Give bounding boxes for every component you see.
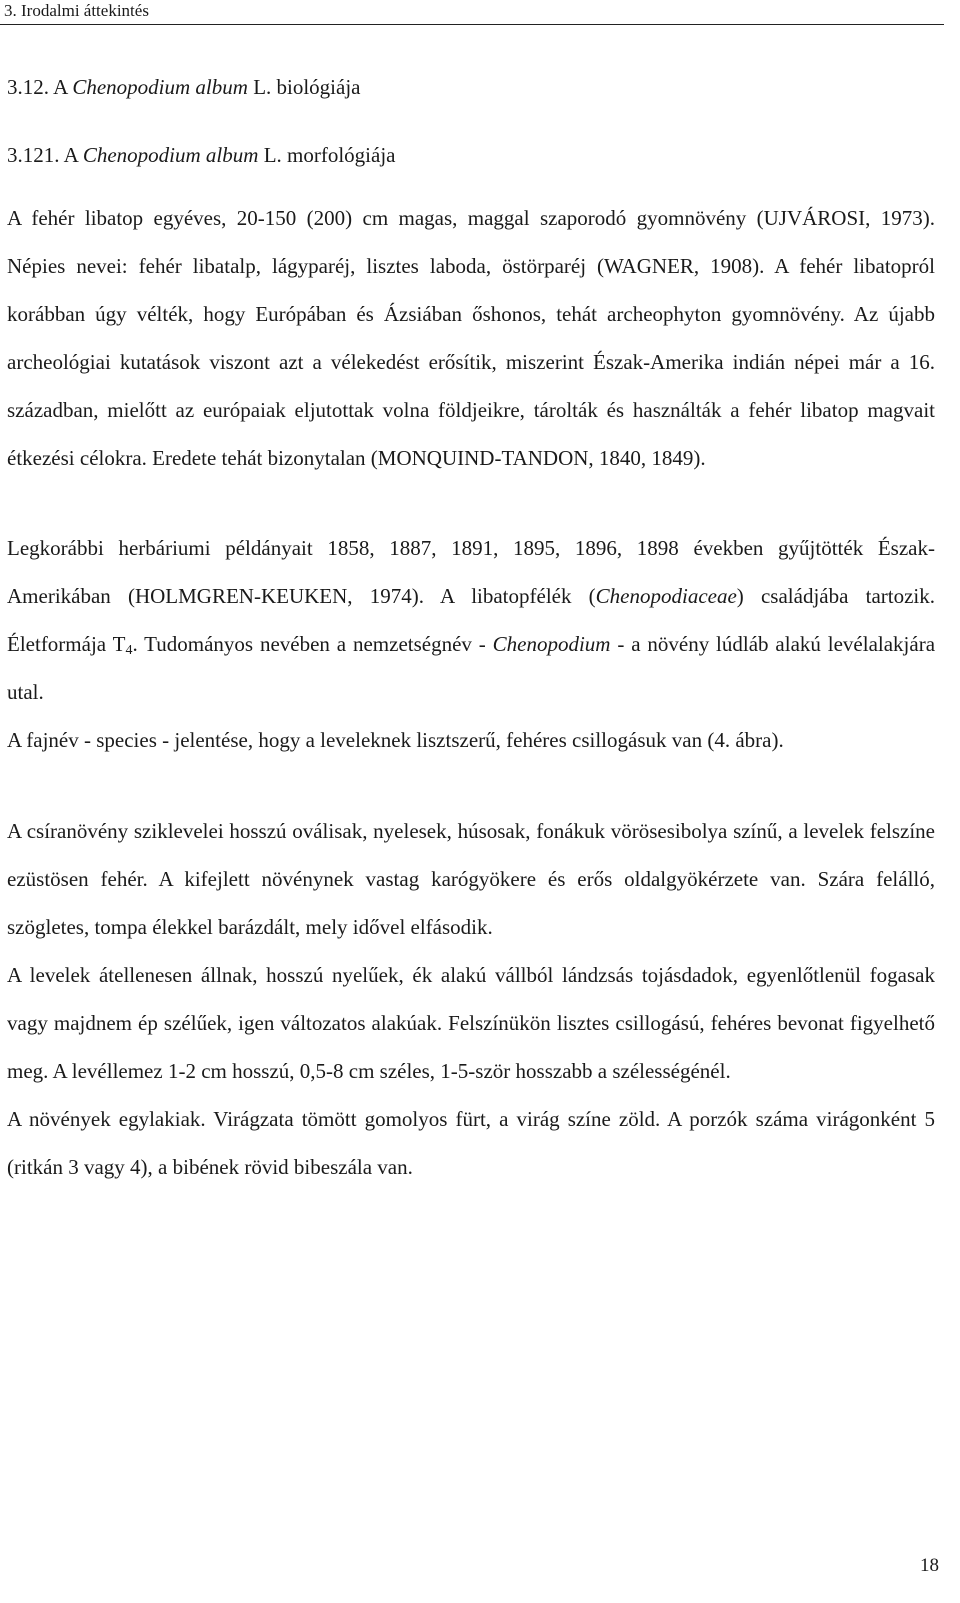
section-number: 3.12. bbox=[7, 75, 49, 99]
genus-name: Chenopodium bbox=[492, 632, 611, 656]
section-title-pre: A bbox=[53, 75, 68, 99]
paragraph-seedling: A csíranövény sziklevelei hosszú oválisak, nyelesek, húsosak, fonákuk vörösesibolya színű, a levelek felszíne ezüstösen fehér. A kifejlett növénynek vastag karógyökere és erős oldalgyökérzete van. Szára felálló, szögletes, tompa élekkel barázdált, mely idővel elfásodik. bbox=[7, 819, 935, 939]
paragraph-flowers: A növények egylakiak. Virágzata tömött gomolyos fürt, a virág színe zöld. A porzók száma virágonként 5 (ritkán 3 vagy 4), a bibének rövid bibeszála van. bbox=[7, 1107, 935, 1179]
subsection-title-species: Chenopodium album bbox=[82, 143, 259, 167]
family-name: Chenopodiaceae bbox=[595, 584, 737, 608]
page-number: 18 bbox=[920, 1555, 939, 1576]
subsection-number: 3.121. bbox=[7, 143, 60, 167]
paragraph-species-name: A fajnév - species - jelentése, hogy a leveleknek lisztszerű, fehéres csillogásuk van (4. ábra). bbox=[7, 728, 784, 752]
document-body bbox=[7, 63, 935, 1191]
paragraph-herbarium: Legkorábbi herbáriumi példányait 1858, 1887, 1891, 1895, 1896, 1898 években gyűjtötték Észak-Amerikában (HOLMGREN-KEUKEN, 1974). A libatopfélék (Chenopodiaceae) családjába tartozik. Életformája $T_4$. Tudományos nevében a nemzetségnév - Chenopodium - a növény lúdláb alakú levélalakjára utal. bbox=[7, 536, 936, 704]
section-heading bbox=[7, 63, 935, 111]
subsection-heading bbox=[7, 131, 935, 179]
header-rule bbox=[0, 24, 944, 25]
paragraph-origin: A fehér libatop egyéves, 20-150 (200) cm magas, maggal szaporodó gyomnövény (UJVÁROSI, 1973). Népies nevei: fehér libatalp, lágyparéj, lisztes laboda, östörparéj (WAGNER, 1908). A fehér libatopról korábban úgy vélték, hogy Európában és Ázsiában őshonos, tehát archeophyton gyomnövény. Az újabb archeológiai kutatások viszont azt a vélekedést erősítik, miszerint Észak-Amerika indián népei már a 16. században, mielőtt az európaiak eljutottak volna földjeikre, tárolták és használták a fehér libatop magvait étkezési célokra. Eredete tehát bizonytalan (MONQUIND-TANDON, 1840, 1849). bbox=[7, 206, 935, 470]
subsection-title-pre: A bbox=[63, 143, 78, 167]
section-title-species: Chenopodium album bbox=[72, 75, 248, 99]
section-title-post: L. biológiája bbox=[253, 75, 361, 99]
lifeform-subscript: 4 bbox=[125, 643, 133, 658]
running-header: 3. Irodalmi áttekintés bbox=[4, 1, 149, 20]
paragraph-leaves: A levelek átellenesen állnak, hosszú nyelűek, ék alakú vállból lándzsás tojásdadok, egyenlőtlenül fogasak vagy majdnem ép szélűek, igen változatos alakúak. Felszínükön lisztes csillogású, fehéres bevonat figyelhető meg. A levéllemez 1-2 cm hosszú, 0,5-8 cm széles, 1-5-ször hosszabb a szélességénél. bbox=[7, 963, 935, 1083]
subsection-title-post: L. morfológiája bbox=[263, 143, 396, 167]
